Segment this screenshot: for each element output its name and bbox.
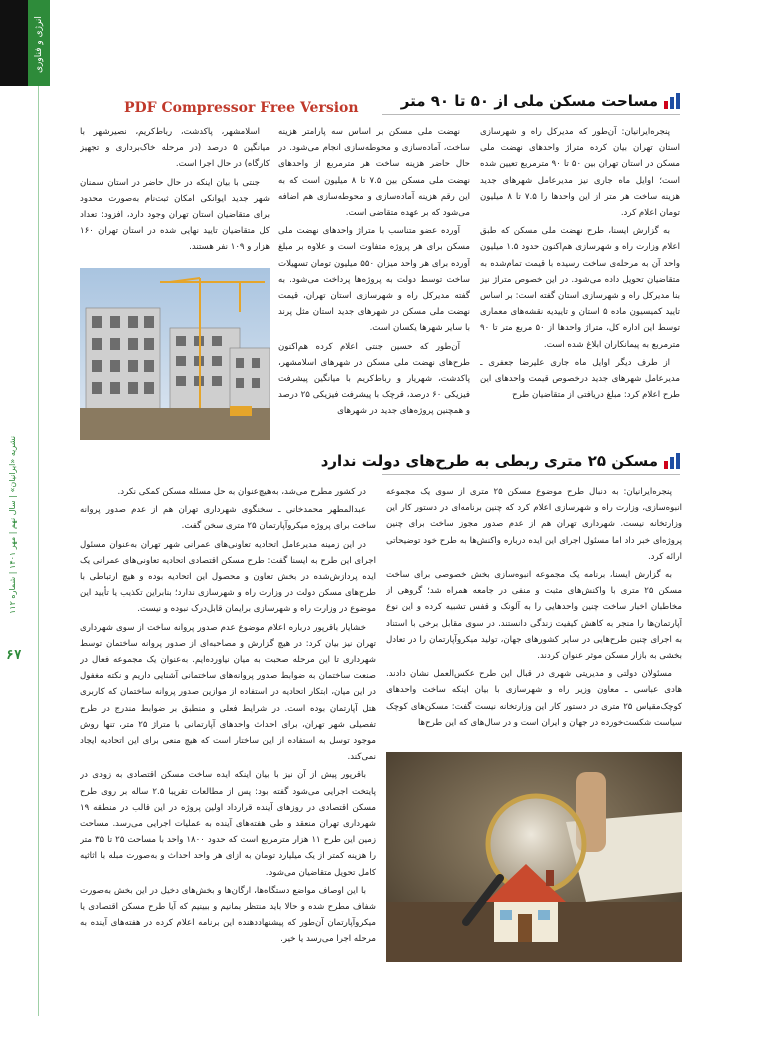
article1-heading: [360, 92, 680, 110]
article1-col-middle: [278, 124, 470, 450]
chart-bars-icon: [664, 93, 680, 109]
watermark: PDF Compressor Free Version: [124, 100, 359, 116]
paragraph: آن‌طور که حسین جنتی اعلام کرده هم‌اکنون طرح‌های نهضت ملی مسکن در شهرهای اسلامشهر، پاکدشت، شهریار و رباط‌کریم با میانگین پیشرفت فیزیکی ۶۰ درصد، قرچک با پیشرفت فیزیکی ۲۵ درصد و همچنین پروژه‌های جدید در شهرهای: [278, 341, 470, 417]
article2-title: مسکن ۲۵ متری ربطی به طرح‌های دولت ندارد: [320, 452, 658, 470]
article2-title-rule: [382, 474, 680, 475]
paragraph: اسلامشهر، پاکدشت، رباط‌کریم، نصیرشهر با میانگین ۵ درصد (در مرحله خاک‌برداری و تجهیز کارگاه) در حال اجرا است.: [80, 127, 270, 170]
paragraph: در این زمینه مدیرعامل اتحادیه تعاونی‌های عمرانی شهر تهران به‌عنوان مسئول اجرای این طرح به ایسنا گفت: طرح مسکن اقتصادی اتحادیه تعاونی‌های عمرانی یک ایده پردازش‌شده در بخش تعاون و محصول این اتحادیه بوده و هیچ ارتباطی با طرح‌های مسکن دولت در وزارت راه و شهرسازی ندارد؛ بنابراین تکذیب یا تأیید این موضوع در وزارت راه و شهرسازی برایمان قابل‌درک نبوده و نیست.: [80, 539, 376, 615]
article1-col-right: [480, 124, 680, 450]
paragraph: خشایار باقرپور درباره اعلام موضوع عدم صدور پروانه ساخت از سوی شهرداری تهران نیز بیان کرد: در هیچ گزارش و مصاحبه‌ای از صدور پروانه ساختمان توسط شهرداری تا این مرحله صحبت به میان نیاورده‌ایم. به‌عنوان یک مجموعه فعال در صنعت ساختمان به ضوابط صدور پروانه‌های ساختمانی آشنایی داریم و نکته مغفول در این میان، ابتکار اتحادیه در استفاده از موازین صدور پروانه ساختمان که کاربری هتل آپارتمان بوده است. در شرایط فعلی و منطبق بر ضوابط مندرج در طرح تفصیلی شهر تهران، برای احداث واحدهای آپارتمانی با متراژ ۲۵ متر، تنها روش موجود توسل به استفاده از این ساختار است که هیچ منعی برای این اتحادیه ایجاد نمی‌کند.: [80, 622, 376, 763]
paragraph: به گزارش ایسنا، برنامه یک مجموعه انبوه‌سازی بخش خصوصی برای ساخت مسکن ۲۵ متری با واکنش‌های مثبت و منفی در جامعه همراه شد؛ گروهی از مخاطبان اخبار ساخت چنین واحدهایی را به آلونک و قفس تشبیه کرده و این نوع آپارتمان‌ها را منجر به کاهش کیفیت زندگی دانستند. در سوی مقابل برخی با استناد به اجرای چنین طرح‌هایی در سایر کشورهای جهان، تولید میکروآپارتمان را در تعادل بخشی به بازار مسکن موثر عنوان کردند.: [386, 570, 682, 662]
article1-title-rule: [382, 114, 680, 115]
paragraph: پنجره‌ایرانیان: به دنبال طرح موضوع مسکن ۲۵ متری از سوی یک مجموعه انبوه‌سازی، وزارت راه و شهرسازی اعلام کرد که چنین برنامه‌ای در دستور کار این وزارتخانه نیست. شهرداری تهران هم از عدم صدور مجوز ساخت برای چنین پروژه‌ای خبر داد اما مسئول اجرای این ایده درباره واکنش‌ها به طرح خود توضیحاتی ارائه کرد.: [386, 487, 682, 562]
section-tab-label: انرژی و فناوری: [34, 16, 44, 74]
paragraph: عبدالمطهر محمدخانی ـ سخنگوی شهرداری تهران هم از عدم صدور پروانه ساخت برای پروژه میکروآپارتمان ۲۵ متری سخن گفت.: [80, 505, 376, 532]
article2-heading: [320, 452, 680, 470]
paragraph: مسئولان دولتی و مدیریتی شهری در قبال این طرح عکس‌العمل نشان دادند. هادی عباسی ـ معاون وزیر راه و شهرسازی با بیان اینکه ساخت واحدهای کوچک‌مقیاس ۲۵ متری در دستور کار این وزارتخانه نیست گفت: مسکن‌های کوچک سیاست شکست‌خورده در جهان و ایران است و در سال‌های که این طرح‌ها: [386, 669, 682, 728]
magazine-issue-info: نشریه «ایرانیان» | سال نهم | مهر ۱۴۰۱ | شماره ۱۱۲: [8, 435, 17, 615]
construction-site-photo: [80, 268, 270, 440]
article1-title: مساحت مسکن ملی از ۵۰ تا ۹۰ متر: [400, 92, 658, 110]
paragraph: نهضت ملی مسکن بر اساس سه پارامتر هزینه ساخت، آماده‌سازی و محوطه‌سازی انجام می‌شود. در حال حاضر هزینه ساخت هر مترمربع از واحدهای نهضت ملی مسکن بین ۷.۵ تا ۸ میلیون است که به این رقم هزینه آماده‌سازی و محوطه‌سازی هم اضافه می‌شود که بر عهده متقاضی است.: [278, 127, 470, 219]
paragraph: با این اوصاف مواضع دستگاه‌ها، ارگان‌ها و بخش‌های دخیل در این بخش به‌صورت شفاف مطرح شده و حالا باید منتظر بمانیم و ببینیم که آیا طرح مسکن اقتصادی یا میکروآپارتمان آن‌طور که پیشنهاددهنده این برنامه اعلام کرده در هفته‌های آینده به مرحله اجرا می‌رسد یا خیر.: [80, 885, 376, 945]
paragraph: آورده عضو متناسب با متراژ واحدهای نهضت ملی مسکن برای هر پروژه متفاوت است و علاوه بر مبلغ آورده برای هر واحد میزان ۵۵۰ میلیون تومان تسهیلات ساخت توسط دولت به پروژه‌ها پرداخت می‌شود. به گفته مدیرکل راه و شهرسازی استان تهران، قیمت نهضت ملی مسکن در شهرهای جدید استان مثل پرند با سایر شهرها یکسان است.: [278, 226, 470, 334]
paragraph: پنجره‌ایرانیان: آن‌طور که مدیرکل راه و شهرسازی استان تهران بیان کرده متراژ واحدهای نهضت ملی مسکن در استان تهران بین ۵۰ تا ۹۰ مترمربع تعیین شده است؛ اوایل ماه جاری نیز مدیرعامل شهرهای جدید هزینه ساخت هر متر از این واحدها را ۷.۵ تا ۸ میلیون تومان اعلام کرد.: [480, 127, 680, 219]
page-number: ۶۷: [6, 648, 22, 663]
article2-col-right: [386, 484, 682, 746]
paragraph: جنتی با بیان اینکه در حال حاضر در استان سمنان شهر جدید ایوانکی امکان ثبت‌نام به‌صورت محدود برای متقاضیان استان تهران وجود دارد، افزود: تعداد کل متقاضیان تایید نهایی شده در استان تهران ۱۶۰ هزار و ۱۰۹ نفر هستند.: [80, 177, 270, 253]
article2-col-left: [80, 484, 376, 954]
article1-col-left: [80, 124, 270, 264]
chart-bars-icon: [664, 453, 680, 469]
paragraph: از طرف دیگر اوایل ماه جاری علیرضا جعفری ـ مدیرعامل شهرهای جدید درخصوص قیمت واحدهای این طرح اعلام کرد: مبلغ دریافتی از متقاضیان طرح: [480, 357, 680, 401]
section-tab-dark: [0, 0, 28, 86]
side-divider: [38, 86, 39, 1016]
house-magnifier-photo: [386, 752, 682, 962]
paragraph: به گزارش ایسنا، طرح نهضت ملی مسکن که طبق اعلام وزارت راه و شهرسازی هم‌اکنون حدود ۱.۵ میلیون واحد آن به مرحله‌ی ساخت رسیده با قیمت تمام‌شده به متقاضیان تحویل داده می‌شود. در این خصوص متراژ نیز بنا مدیرکل راه و شهرسازی استان گفته است: بر اساس تایید کمیسیون ماده ۵ استان و تاییدیه نقشه‌های معماری توسط این اداره کل، متراژ واحدها از ۵۰ مربع متر تا ۹۰ مترمربع به پیمانکاران ابلاغ شده است.: [480, 226, 680, 350]
paragraph: در کشور مطرح می‌شد، به‌هیچ‌عنوان به حل مسئله مسکن کمکی نکرد.: [117, 487, 366, 497]
paragraph: باقرپور پیش از آن نیز با بیان اینکه ایده ساخت مسکن اقتصادی به زودی در پایتخت اجرایی می‌شود گفته بود: پس از مطالعات تقریبا ۲.۵ ساله بر روی طرح مسکن اقتصادی در روزهای آینده قرارداد اولین پروژه در این قالب در منطقه ۱۹ شهرداری تهران منعقد و طی هفته‌های آینده به عملیات اجرایی می‌رسد. مساحت زمین این طرح ۱۱ هزار مترمربع است که حدود ۱۸۰۰ واحد با مساحت ۲۵ تا ۳۵ متر را هزینه کمتر از یک میلیارد تومان به ازای هر واحد احداث و به‌صورت مبله با اثاثیه کامل تحویل متقاضیان می‌شود.: [80, 770, 376, 878]
